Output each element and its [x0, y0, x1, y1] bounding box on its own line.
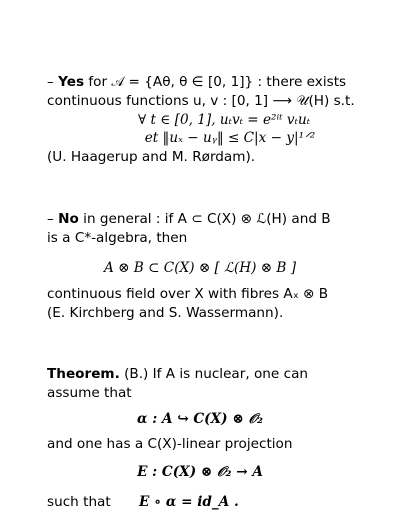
theorem-line-2: assume that: [47, 385, 132, 401]
final-text: such that: [47, 494, 111, 510]
yes-formula-estimate: et ‖uₓ − uᵧ‖ ≤ C|x − y|¹ᐟ²: [144, 130, 316, 146]
no-line-3: continuous field over X with fibres Aₓ ⊗ B: [47, 286, 329, 302]
yes-line-1-text: for 𝒜 = {Aθ, θ ∈ [0, 1]} : there exists: [88, 74, 347, 90]
theorem-formula-embedding: α : A ↪ C(X) ⊗ 𝒪₂: [137, 411, 263, 427]
yes-line-1: [47, 73, 346, 91]
no-dash: –: [47, 211, 54, 227]
no-keyword: No: [58, 211, 79, 227]
final-line: [47, 493, 239, 511]
no-formula: A ⊗ B ⊂ C(X) ⊗ [ ℒ(H) ⊗ B ]: [103, 260, 297, 276]
theorem-heading: Theorem.: [47, 366, 120, 382]
yes-dash: –: [47, 74, 54, 90]
theorem-line-1-text: (B.) If A is nuclear, one can: [124, 366, 309, 382]
theorem-line-1: [47, 365, 308, 383]
yes-formula-commutation: ∀ t ∈ [0, 1], uₜvₜ = e²ⁱᵗ vₜuₜ: [137, 112, 311, 128]
theorem-line-3: and one has a C(X)-linear projection: [47, 436, 293, 452]
no-line-2: is a C*-algebra, then: [47, 230, 188, 246]
no-line-1: [47, 210, 331, 228]
no-citation: (E. Kirchberg and S. Wassermann).: [47, 305, 284, 321]
final-formula: E ∘ α = id_A .: [139, 494, 239, 510]
yes-citation: (U. Haagerup and M. Rørdam).: [47, 149, 256, 165]
yes-keyword: Yes: [58, 74, 85, 90]
theorem-formula-projection: E : C(X) ⊗ 𝒪₂ → A: [137, 464, 263, 480]
no-line-1-text: in general : if A ⊂ C(X) ⊗ ℒ(H) and B: [83, 211, 331, 227]
yes-line-2: continuous functions u, v : [0, 1] ⟶ 𝒰(H) s.t.: [47, 93, 355, 109]
